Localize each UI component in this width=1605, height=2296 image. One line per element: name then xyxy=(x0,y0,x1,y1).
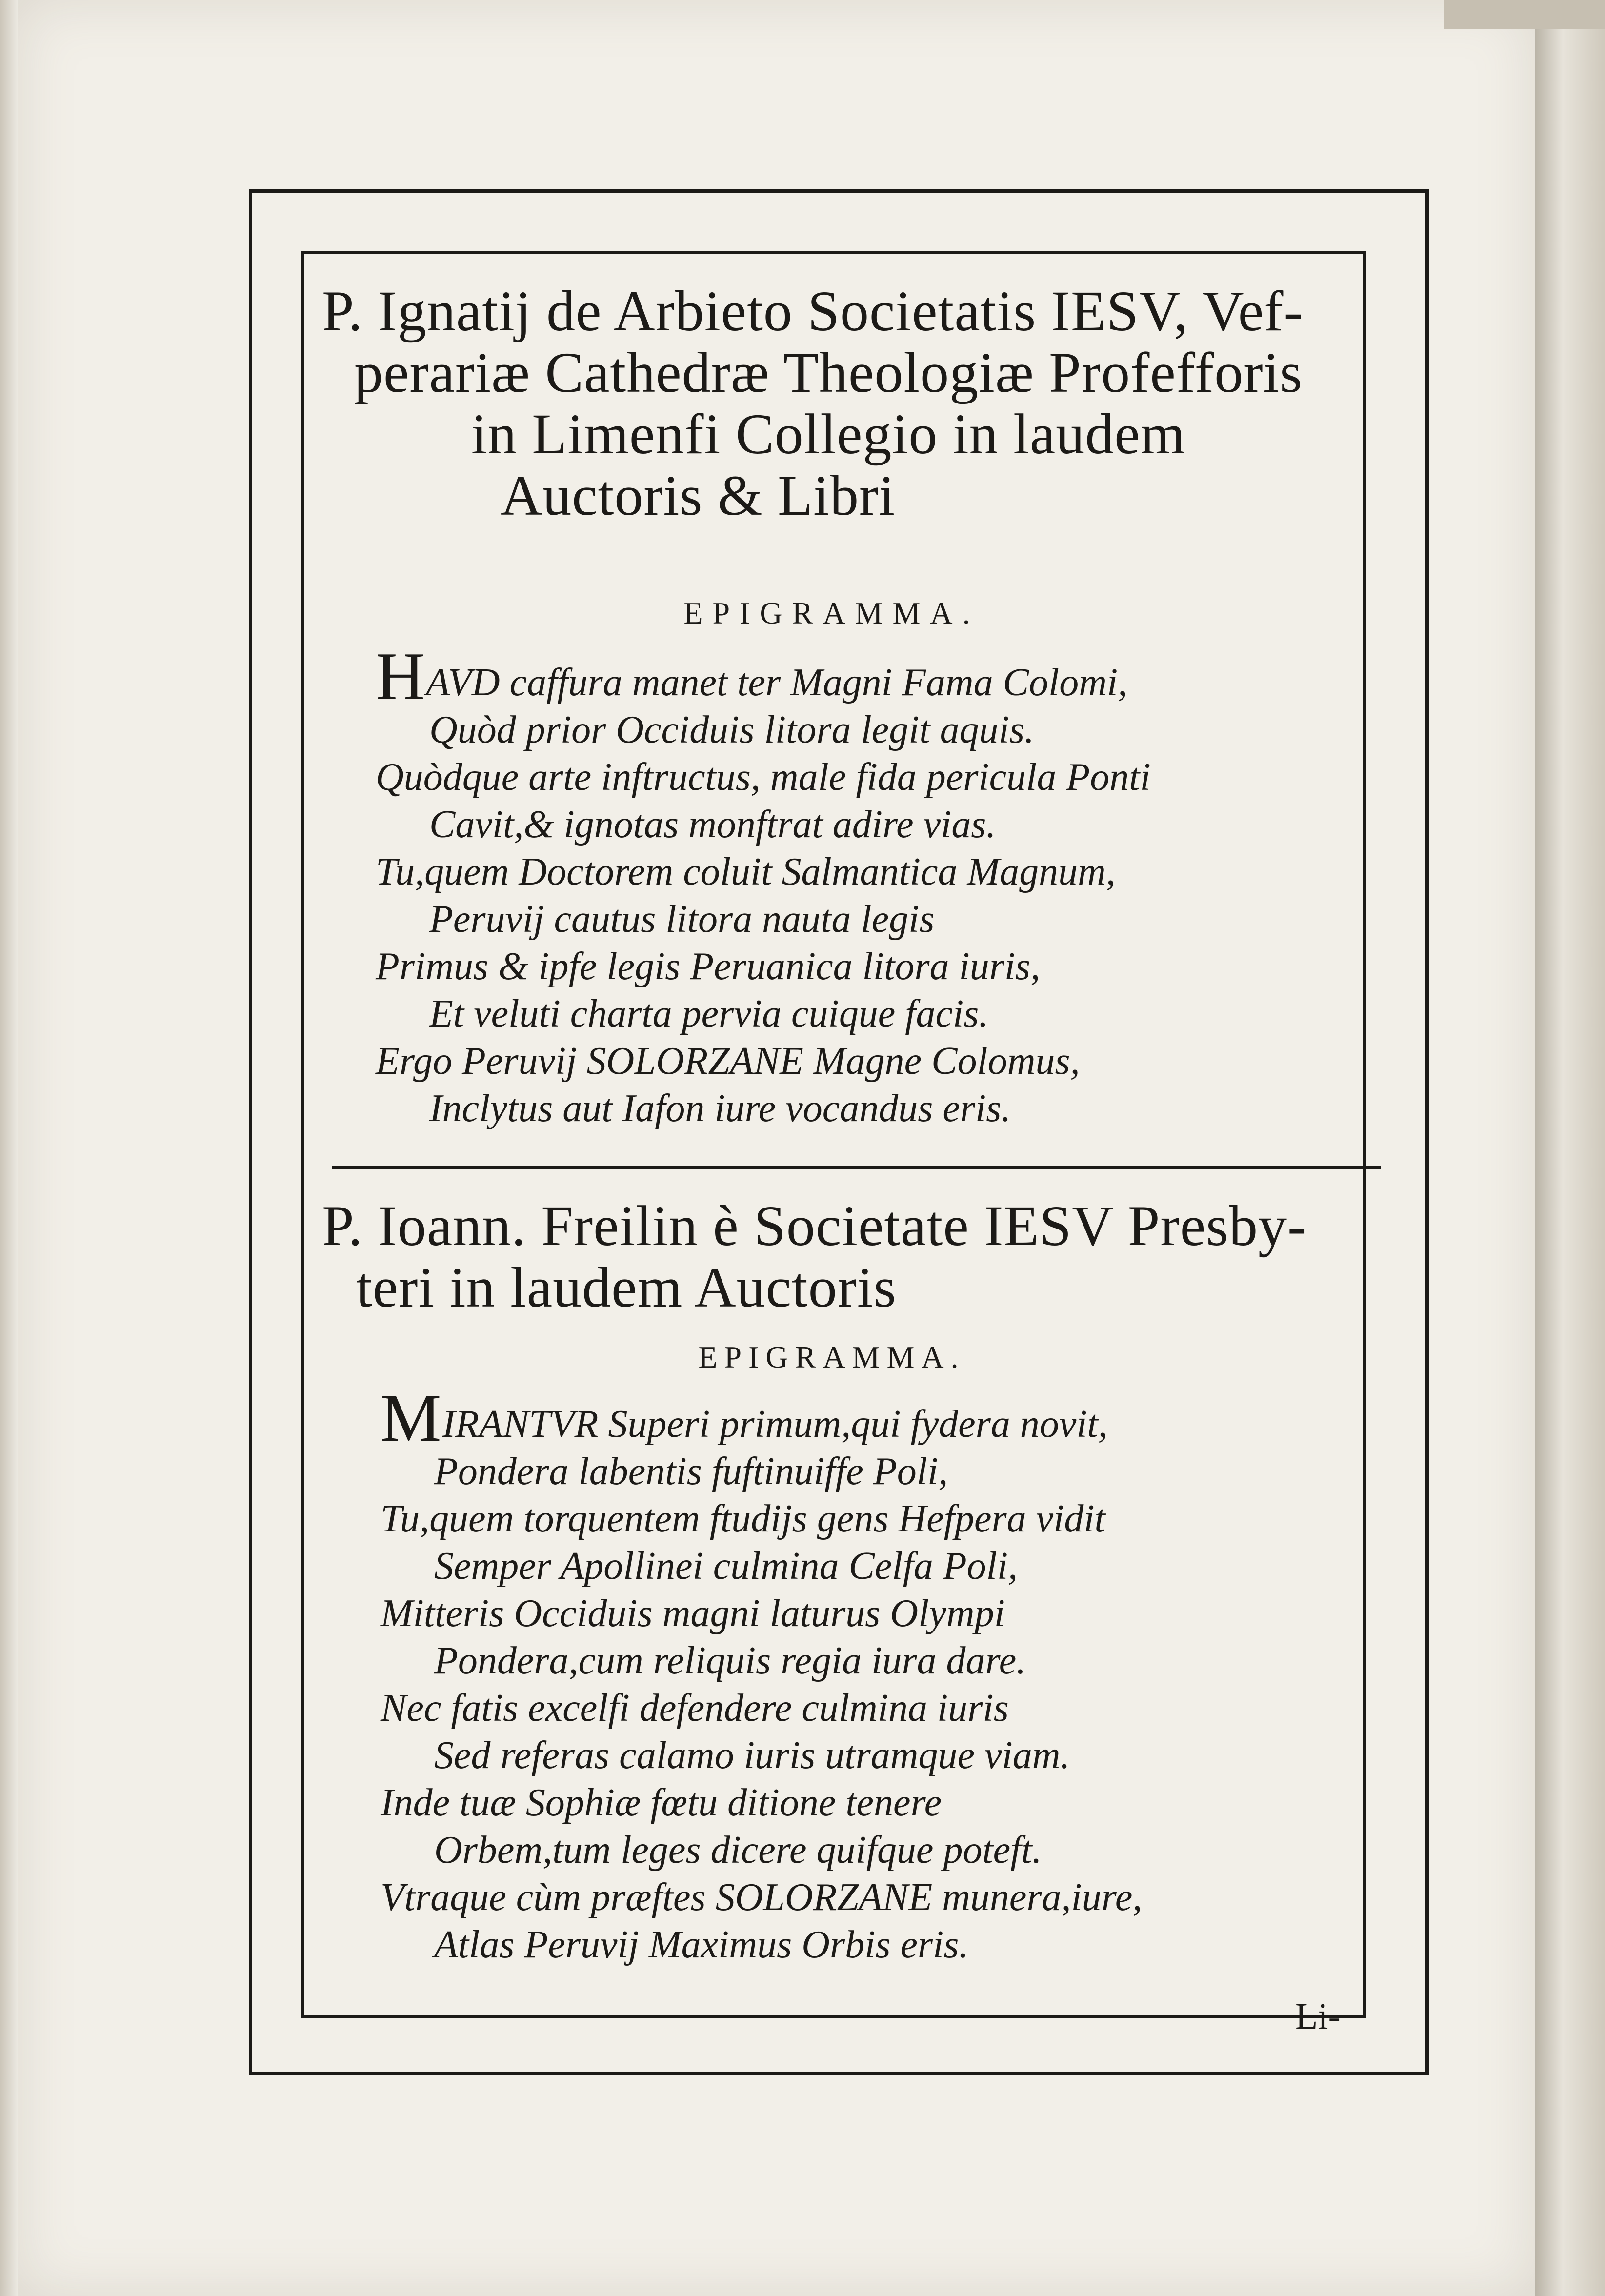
section-1-heading xyxy=(322,281,1366,526)
heading-line: perariæ Cathedræ Theologiæ Profefforis xyxy=(354,341,1303,404)
poem-line-text: AVD caffura manet ter Magni Fama Colomi, xyxy=(426,661,1128,704)
heading-line: P. Ioann. Freilin è Societate IESV Presby- xyxy=(322,1194,1307,1258)
poem-line: Pondera labentis fuftinuiffe Poli, xyxy=(434,1450,948,1493)
poem-line: Vtraque cùm præftes SOLORZANE munera,iure, xyxy=(381,1876,1143,1919)
poem-line: Cavit,& ignotas monftrat adire vias. xyxy=(429,803,996,846)
poem-line: Sed referas calamo iuris utramque viam. xyxy=(434,1734,1070,1777)
poem-1 xyxy=(376,639,1151,1132)
poem-line: Tu,quem torquentem ftudijs gens Hefpera vidit xyxy=(381,1497,1105,1540)
epigram-label: EPIGRAMMA. xyxy=(683,596,980,630)
drop-initial: M xyxy=(381,1380,441,1456)
poem-line: Tu,quem Doctorem coluit Salmantica Magnum, xyxy=(376,850,1116,893)
poem-line: Quòdque arte inftructus, male fida pericula Ponti xyxy=(376,756,1151,799)
poem-line: Mitteris Occiduis magni laturus Olympi xyxy=(381,1592,1005,1635)
heading-line: in Limenfi Collegio in laudem xyxy=(471,402,1186,466)
poem-line: Ergo Peruvij SOLORZANE Magne Colomus, xyxy=(376,1040,1080,1083)
section-divider xyxy=(332,1166,1381,1169)
poem-line: Quòd prior Occiduis litora legit aquis. xyxy=(429,708,1034,751)
poem-line: Nec fatis excelfi defendere culmina iuris xyxy=(381,1687,1009,1730)
poem-line: Pondera,cum reliquis regia iura dare. xyxy=(434,1639,1026,1682)
poem-line xyxy=(376,639,1151,714)
poem-line-text: IRANTVR Superi primum,qui fydera novit, xyxy=(442,1403,1108,1446)
poem-line: Et veluti charta pervia cuique facis. xyxy=(429,992,989,1035)
poem-line: Peruvij cautus litora nauta legis xyxy=(429,898,935,941)
poem-line: Atlas Peruvij Maximus Orbis eris. xyxy=(434,1923,969,1966)
section-2-heading xyxy=(322,1195,1366,1318)
catchword: Li- xyxy=(1295,1996,1341,2037)
poem-line: Semper Apollinei culmina Celfa Poli, xyxy=(434,1545,1018,1588)
page-stack-edge xyxy=(1535,29,1605,2296)
heading-line: P. Ignatij de Arbieto Societatis IESV, Vef- xyxy=(322,279,1304,343)
drop-initial: H xyxy=(376,639,425,714)
poem-line: Orbem,tum leges dicere quifque poteft. xyxy=(434,1829,1042,1872)
heading-line: teri in laudem Auctoris xyxy=(356,1255,897,1319)
poem-line: Primus & ipfe legis Peruanica litora iuris, xyxy=(376,945,1041,988)
poem-line: Inclytus aut Iafon iure vocandus eris. xyxy=(429,1087,1011,1130)
page-edge-left xyxy=(0,0,18,2296)
heading-line: Auctoris & Libri xyxy=(501,463,896,527)
poem-2 xyxy=(381,1380,1143,1969)
poem-line: Inde tuæ Sophiæ fœtu ditione tenere xyxy=(381,1781,942,1824)
page-corner xyxy=(1444,0,1605,29)
poem-line xyxy=(381,1380,1142,1456)
epigram-label: EPIGRAMMA. xyxy=(698,1340,965,1374)
